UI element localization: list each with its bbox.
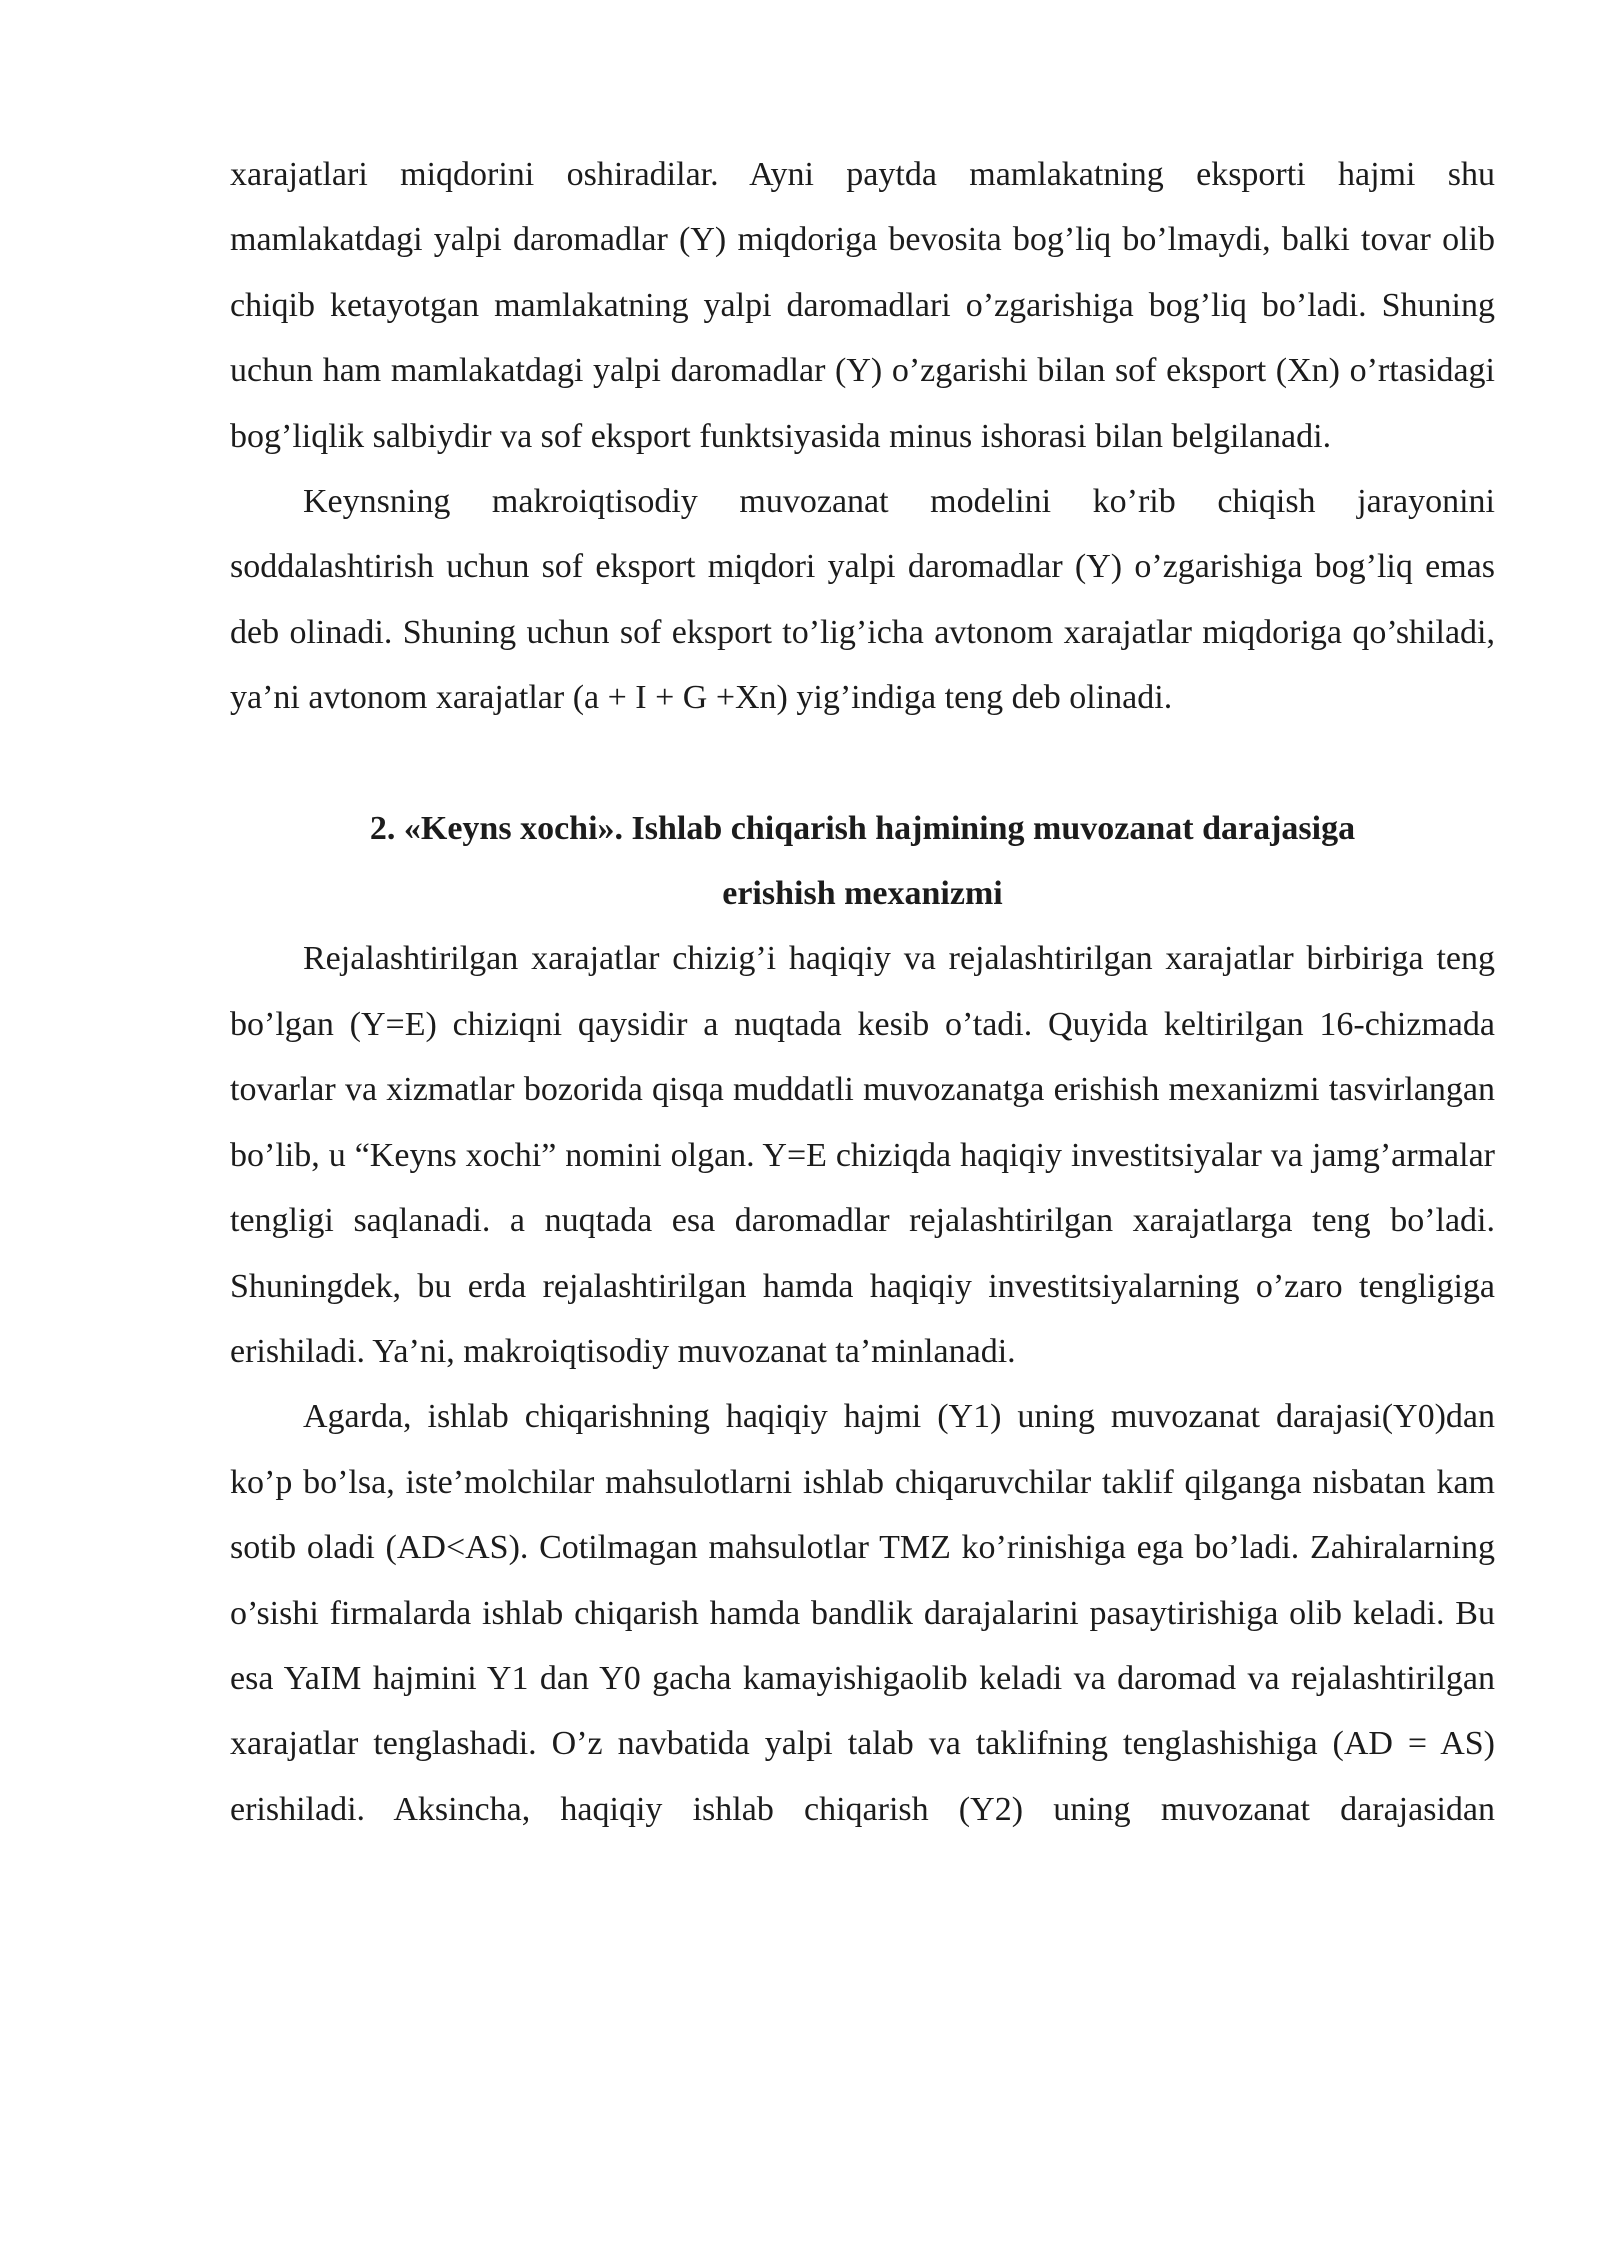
section-heading-line-2: erishish mexanizmi xyxy=(722,875,1003,913)
paragraph-output-above-equilibrium: Agarda, ishlab chiqarishning haqiqiy hajmi (Y1) uning muvozanat darajasi(Y0)dan ko’p bo’lsa, iste’molchilar mahsulotlarni ishlab chiqaruvchilar taklif qilganga nisbatan kam sotib oladi (AD<AS). Cotilmagan mahsulotlar TMZ ko’rinishiga ega bo’ladi. Zahiralarning o’sishi firmalarda ishlab chiqarish hamda bandlik darajalarini pasaytirishiga olib keladi. Bu esa YaIM hajmini Y1 dan Y0 gacha kamayishigaolib keladi va daromad va rejalashtirilgan xarajatlar tenglashadi. O’z navbatida yalpi talab va taklifning tenglashishiga (AD = AS) erishiladi. Aksincha, haqiqiy ishlab chiqarish (Y2) uning muvozanat darajasidan xyxy=(230,1398,1495,1828)
document-body xyxy=(230,142,1495,1842)
section-heading-line-1: 2. «Keyns xochi». Ishlab chiqarish hajmining muvozanat darajasiga xyxy=(369,809,1356,847)
paragraph-keynes-model-simplification: Keynsning makroiqtisodiy muvozanat modelini ko’rib chiqish jarayonini soddalashtirish uchun sof eksport miqdori yalpi daromadlar (Y) o’zgarishiga bog’liq emas deb olinadi. Shuning uchun sof eksport to’lig’icha avtonom xarajatlar miqdoriga qo’shiladi, ya’ni avtonom xarajatlar (a + I + G +Xn) yig’indiga teng deb olinadi. xyxy=(230,483,1495,717)
paragraph-keynes-cross-equilibrium: Rejalashtirilgan xarajatlar chizig’i haqiqiy va rejalashtirilgan xarajatlar birbiriga teng bo’lgan (Y=E) chiziqni qaysidir a nuqtada kesib o’tadi. Quyida keltirilgan 16-chizmada tovarlar va xizmatlar bozorida qisqa muddatli muvozanatga erishish mexanizmi tasvirlangan bo’lib, u “Keyns xochi” nomini olgan. Y=E chiziqda haqiqiy investitsiyalar va jamg’armalar tengligi saqlanadi. a nuqtada esa daromadlar rejalashtirilgan xarajatlarga teng bo’ladi. Shuningdek, bu erda rejalashtirilgan hamda haqiqiy investitsiyalarning o’zaro tengligiga erishiladi. Ya’ni, makroiqtisodiy muvozanat ta’minlanadi. xyxy=(230,940,1495,1370)
section-heading xyxy=(230,796,1495,927)
paragraph-export-dependence: xarajatlari miqdorini oshiradilar. Ayni paytda mamlakatning eksporti hajmi shu mamlakatdagi yalpi daromadlar (Y) miqdoriga bevosita bog’liq bo’lmaydi, balki tovar olib chiqib ketayotgan mamlakatning yalpi daromadlari o’zgarishiga bog’liq bo’ladi. Shuning uchun ham mamlakatdagi yalpi daromadlar (Y) o’zgarishi bilan sof eksport (Xn) o’rtasidagi bog’liqlik salbiydir va sof eksport funktsiyasida minus ishorasi bilan belgilanadi. xyxy=(230,156,1495,455)
